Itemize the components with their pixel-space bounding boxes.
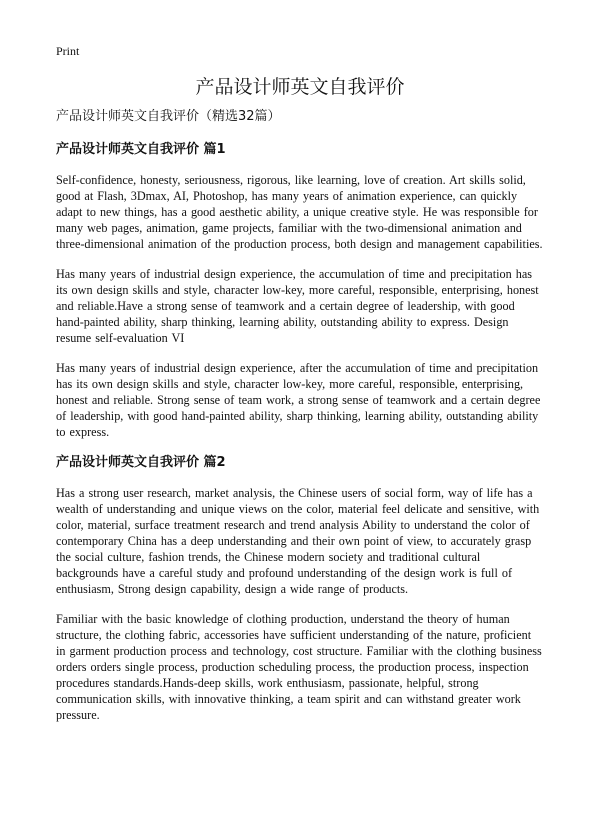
section-heading: 产品设计师英文自我评价 篇1	[56, 142, 226, 157]
section-1	[56, 141, 544, 440]
paragraph: Self-confidence, honesty, seriousness, rigorous, like learning, love of creation. Art skills solid, good at Flash, 3Dmax, AI, Photoshop, has many years of animation experience, can quickly adapt to new things, has a good aesthetic ability, a unique creative style. He was responsible for many web pages, animation, game projects, familiar with the two-dimensional animation and three-dimensional animation of the production process, both design and management capabilities.	[56, 173, 543, 251]
paragraph: Has many years of industrial design experience, the accumulation of time and precipitation has its own design skills and style, character low-key, more careful, responsible, enterprising, honest and reliable.Have a strong sense of teamwork and a certain degree of leadership, with good hand-painted ability, sharp thinking, learning ability, outstanding ability to express. Design resume self-evaluation VI	[56, 267, 539, 345]
document-title: 产品设计师英文自我评价	[195, 76, 405, 98]
paragraph: Has a strong user research, market analysis, the Chinese users of social form, way of life has a wealth of understanding and unique views on the color, material feel delicate and sensitive, with color, material, surface treatment research and trend analysis Ability to understand the color of contemporary China has a deep understanding and their own point of view, to accurately grasp the social culture, fashion trends, the Chinese modern society and traditional cultural backgrounds have a careful study and profound understanding of the design work is full of enthusiasm, Strong design capability, design a wide range of products.	[56, 486, 540, 596]
paragraph: Familiar with the basic knowledge of clothing production, understand the theory of human structure, the clothing fabric, accessories have sufficient understanding of the nature, proficient in garment production process and technology, cost structure. Familiar with the clothing business orders orders single process, production scheduling process, the production process, inspection procedures standards.Hands-deep skills, work enthusiasm, passionate, helpful, strong communication skills, with innovative thinking, a team spirit and can withstand greater work pressure.	[56, 612, 542, 722]
paragraph: Has many years of industrial design experience, after the accumulation of time and precipitation has its own design skills and style, character low-key, more careful, responsible, enterprising, honest and reliable. Strong sense of team work, a strong sense of teamwork and a certain degree of leadership, with good hand-painted ability, sharp thinking, learning ability, outstanding ability to express.	[56, 361, 541, 439]
document-subtitle: 产品设计师英文自我评价（精选32篇）	[56, 109, 281, 124]
section-heading: 产品设计师英文自我评价 篇2	[56, 455, 226, 470]
print-label: Print	[56, 44, 80, 58]
section-2	[56, 454, 544, 723]
